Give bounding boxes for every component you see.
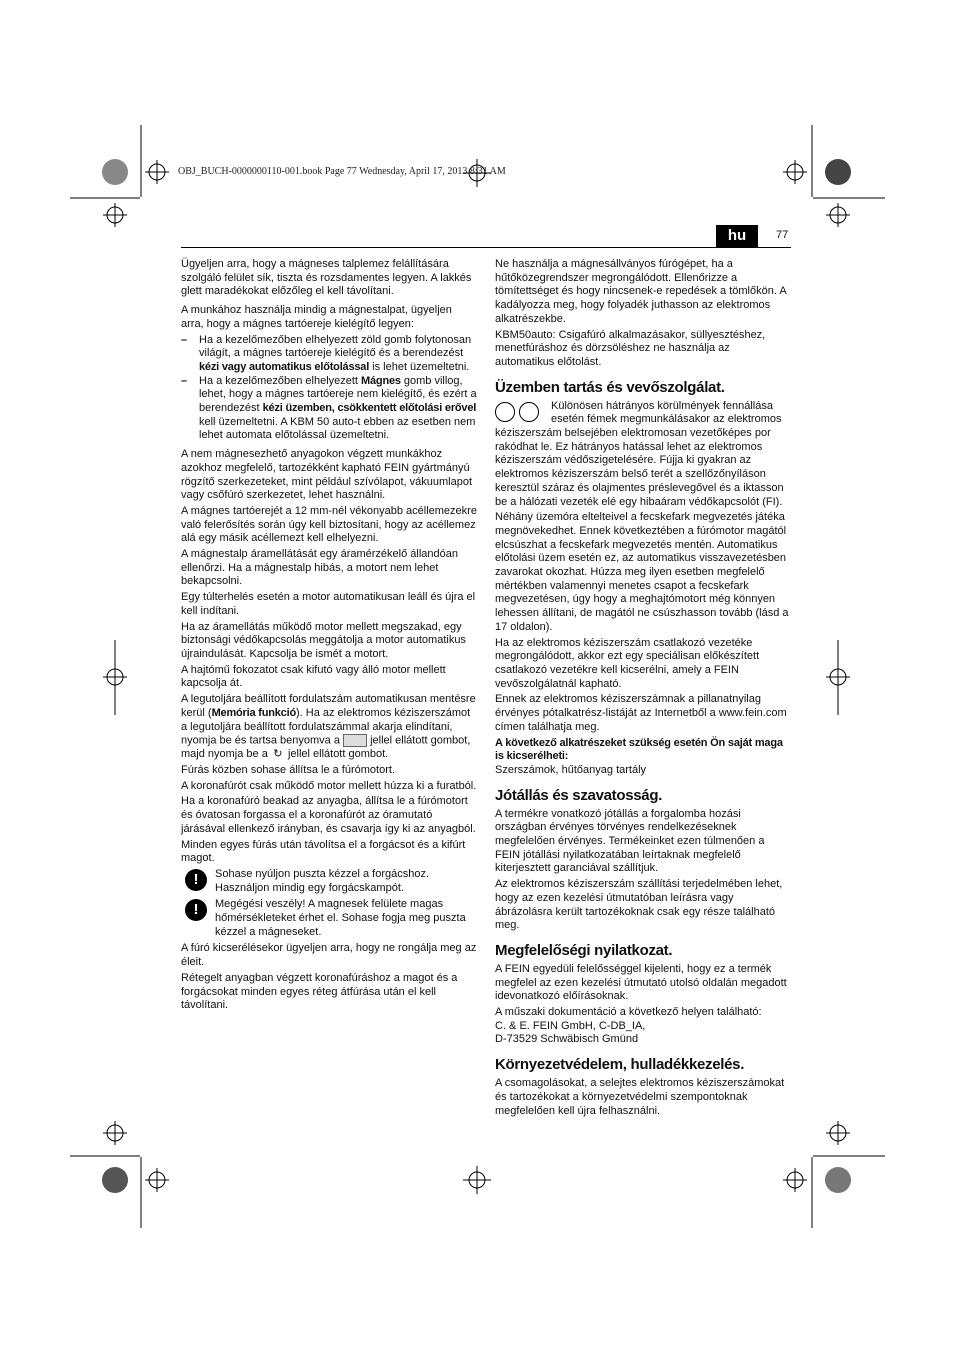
paragraph: Egy túlterhelés esetén a motor automatikusan leáll és újra el kell indítani. (181, 591, 476, 617)
paragraph: Ha az elektromos kéziszerszám csatlakozó vezetéke megrongálódott, akkor ezt egy speciálisan előkészített csatlakozó vezetékre kell kicserélni, amely a FEIN vevőszolgálatnál kapható. (495, 636, 760, 690)
address-line: D-73529 Schwäbisch Gmünd (495, 1033, 639, 1046)
right-column (495, 258, 791, 1120)
eye-protection-icon (495, 402, 515, 422)
paragraph: A mágnestalp áramellátását egy áramérzékelő állandóan ellenőrzi. Ha a mágnestalp hibás, a motort nem lehet bekapcsolni. (181, 548, 458, 588)
paragraph: Minden egyes fúrás után távolítsa el a forgácsot és a kifúrt magot. (181, 838, 466, 865)
section-heading-conformity: Megfelelőségi nyilatkozat. (495, 941, 673, 959)
paragraph: A hajtómű fokozatot csak kifutó vagy álló motor mellett kapcsolja át. (181, 663, 446, 690)
paragraph: Ennek az elektromos kéziszerszámnak a pillanatnyilag érvényes pótalkatrész-listáját az Internetből a www.fein.com címen találhatja meg. (495, 693, 787, 733)
page-number: 77 (776, 229, 789, 241)
paragraph: A FEIN egyedüli felelősséggel kijelenti, hogy ez a termék megfelel az ezen kezelési útmutató utolsó oldalán megadott idevonatkozó előírásoknak. (495, 962, 787, 1003)
paragraph: KBM50auto: Csigafúró alkalmazásakor, süllyesztéshez, menetfúráshoz és dörzsöléshez ne használja az automatikus előtolást. (495, 328, 766, 368)
paragraph: A fúró kicserélésekor ügyeljen arra, hogy ne rongálja meg az éleit. (181, 942, 477, 969)
paragraph: Ha az áramellátás működő motor mellett megszakad, egy biztonsági védőkapcsolás meggátolja a motor automatikus újraindulását. Kapcsolja be ismét a motort. (181, 620, 466, 660)
service-icons (495, 402, 545, 424)
dash-bullet: – (181, 374, 188, 387)
paragraph: Különösen hátrányos körülmények fennállása esetén fémek megmunkálásakor az elektromos kéziszerszám belsejében elektromosan vezetőképes por rakódhat le. Ez hátrányos hatással lehet az elektromos kéziszerszám védőszigetelésére. Fújja ki gyakran az elektromos kéziszerszám belső terét a szellőzőnyíláson keresztül száraz és olajmentes préslevegővel és a iktasson be a hálózati vezeték elé egy hibaáram védőkapcsolót (FI). (495, 399, 784, 508)
ground-fault-icon (519, 402, 539, 422)
paragraph-bold: A következő alkatrészeket szükség esetén Ön saját maga is kicserélheti: (495, 736, 783, 763)
print-slug: OBJ_BUCH-0000000110-001.book Page 77 Wednesday, April 17, 2013 8:31 AM (178, 166, 506, 177)
warning-note: ! Sohase nyúljon puszta kézzel a forgácshoz. Használjon mindig egy forgácskampót. (181, 868, 477, 895)
paragraph: Néhány üzemóra eltelteivel a fecskefark megvezetés játéka megnövekedhet. Ennek következtében a fúrómotor magától elcsúszhat a fecskefark megvezetés mentén. Automatikus előtolási üzem esetén ez, az automatikus visszavezetésben zavarokat okozhat. Húzza meg ilyen esetben megfelelő mértékben valamennyi menetes csapot a fecskefark megvezetésen, úgy hogy a meghajtómotort még könnyen lehessen állítani, de magától ne csúszhasson tovább (lásd a 17 oldalon). (495, 511, 789, 633)
paragraph: Ha a koronafúró beakad az anyagba, állítsa le a fúrómotort és óvatosan forgassa el a koronafúrót az óramutató járásával ellenkező irányban, és csavarja így ki az anyagból. (181, 795, 476, 835)
warning-icon: ! (185, 869, 207, 891)
paragraph: A csomagolásokat, a selejtes elektromos kéziszerszámokat és tartozékokat a környezetvédelmi szempontoknak megfelelően kell újra felhasználni. (495, 1077, 785, 1117)
paragraph: Fúrás közben sohase állítsa le a fúrómotort. (181, 764, 395, 777)
header-rule (181, 247, 791, 248)
language-badge: hu (716, 225, 758, 247)
list-item: – Ha a kezelőmezőben elhelyezett zöld gomb folytonosan világít, a mágnes tartóereje kielégítő és a berendezést kézi vagy automatikus előtolással is lehet üzemeltetni. (181, 333, 472, 373)
list-item: – Ha a kezelőmezőben elhelyezett Mágnes gomb villog, lehet, hogy a mágnes tartóereje nem kielégítő, és ezért a berendezést kézi üzemben, csökkentett előtolási erővel kell üzemeltetni. A KBM 50 auto-t ebben az esetben nem lehet automata előtolással üzemeltetni. (181, 374, 477, 442)
paragraph: Ne használja a mágnesállványos fúrógépet, ha a hűtőközegrendszer megrongálódott. Ellenőrizze a tömítettséget és hogy nincsenek-e repedések a tömlőkön. A kadályozza meg, hogy folyadék juthasson az elektromos alkatrészekbe. (495, 258, 787, 325)
paragraph: A termékre vonatkozó jótállás a forgalomba hozási országban érvényes törvényes rendelkezéseknek megfelelően érvényes. Termékeinket ezen túlmenően a FEIN jótállási nyilatkozatában leírtaknak megfelelő kiterjesztett garanciával szállítjuk. (495, 807, 765, 875)
minus-button-icon (343, 734, 367, 747)
paragraph: Ügyeljen arra, hogy a mágneses talplemez felállítására szolgáló felület sík, tiszta és rozsdamentes legyen. A lakkés glett maradékokat előzőleg el kell távolítani. (181, 258, 472, 298)
warning-note: ! Megégési veszély! A magnesek felülete magas hőmérsékleteket érhet el. Sohase fogja meg puszta kézzel a mágneseket. (181, 898, 477, 939)
paragraph: Az elektromos kéziszerszám szállítási terjedelmében lehet, hogy az ezen kezelési útmutatóban leírásra vagy ábrázolásra került tartozékoknak csak egy része található meg. (495, 878, 783, 932)
rotate-icon: ↻ (273, 748, 283, 761)
section-heading-environment: Környezetvédelem, hulladékkezelés. (495, 1056, 745, 1074)
paragraph: A munkához használja mindig a mágnestalpat, ügyeljen arra, hogy a mágnes tartóereje kielégítő legyen: (181, 304, 452, 330)
paragraph: A mágnes tartóerejét a 12 mm-nél vékonyabb acéllemezekre való felerősítés során úgy kell biztosítani, hogy az acéllemez alá egy másik acéllemezt kell elhelyezni. (181, 504, 477, 545)
paragraph: A műszaki dokumentáció a következő helyen található: (495, 1006, 762, 1019)
address-line: C. & E. FEIN GmbH, C-DB_IA, (495, 1019, 646, 1032)
paragraph: A koronafúrót csak működő motor mellett húzza ki a furatból. (181, 779, 477, 792)
paragraph: Rétegelt anyagban végzett koronafúráshoz a magot és a forgácsokat minden egyes réteg átfúrása után el kell távolítani. (181, 971, 458, 1012)
paragraph: Szerszámok, hűtőanyag tartály (495, 763, 647, 776)
left-column (181, 258, 477, 1015)
warning-icon: ! (185, 899, 207, 921)
paragraph: A legutoljára beállított fordulatszám automatikusan mentésre kerül (Memória funkció). Ha az elektromos kéziszerszámot a legutoljára beállított fordulatszámmal akarja elindítani, nyomja be és tartsa benyomva a jellel ellátott gombot, majd nyomja be a ↻ jellel ellátott gombot. (181, 693, 476, 761)
paragraph: A nem mágnesezhető anyagokon végzett munkákhoz azokhoz megfelelő, tartozékként kapható FEIN gyártmányú rögzítő szerkezeteket, mint például szívólapot, vákuumlapot vagy csőfúró szerkezetet, lehet használni. (181, 448, 473, 502)
section-heading-service: Üzemben tartás és vevőszolgálat. (495, 378, 725, 396)
dash-list (181, 334, 477, 444)
section-heading-warranty: Jótállás és szavatosság. (495, 786, 663, 804)
dash-bullet: – (181, 333, 188, 346)
